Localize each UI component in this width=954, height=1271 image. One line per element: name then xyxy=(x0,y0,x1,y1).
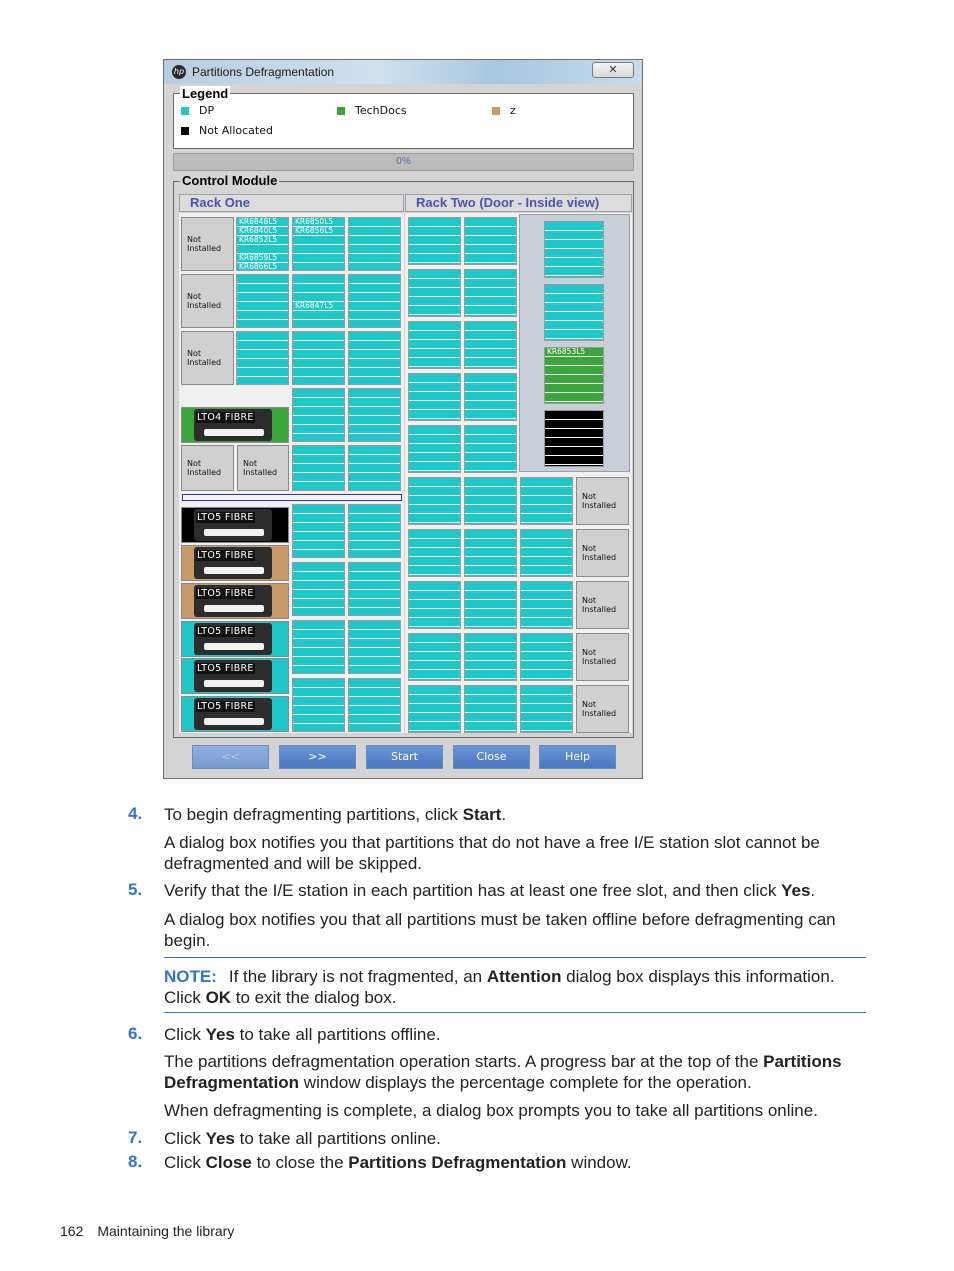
drive-slot xyxy=(204,529,264,536)
magazine xyxy=(520,581,573,629)
magazine xyxy=(520,477,573,525)
techdocs-swatch xyxy=(337,107,345,115)
magazine xyxy=(408,217,461,265)
text: Click xyxy=(164,1129,206,1148)
title-bar xyxy=(164,60,642,84)
legend-item-not-allocated xyxy=(181,124,273,137)
drive-slot xyxy=(204,680,264,687)
step-number: 5. xyxy=(128,880,143,899)
note-bottom-rule xyxy=(164,1012,866,1013)
page-number: 162 xyxy=(60,1223,84,1239)
legend-label: Not Allocated xyxy=(199,124,273,137)
text: The partitions defragmentation operation starts. A progress bar at the top of the xyxy=(164,1052,764,1071)
bold-text: OK xyxy=(205,988,232,1007)
drive-slot xyxy=(204,429,264,436)
text: to close the xyxy=(251,1153,349,1172)
text: To begin defragmenting partitions, click xyxy=(164,805,463,824)
magazine xyxy=(408,685,461,733)
drive-label: LTO5 FIBRE xyxy=(197,550,254,561)
note-block xyxy=(164,966,864,1008)
rack-one-header: Rack One xyxy=(179,194,404,212)
text: window. xyxy=(566,1153,632,1172)
magazine xyxy=(292,678,345,732)
text: window displays the percentage complete for the operation. xyxy=(299,1073,752,1092)
text: . xyxy=(501,805,507,824)
slot-label: KR6848L5 xyxy=(239,218,278,225)
bold-text: Yes xyxy=(205,1025,235,1044)
tape-drive[interactable] xyxy=(181,658,289,694)
control-module-title: Control Module xyxy=(182,173,278,188)
hp-logo-icon: hp xyxy=(172,65,186,79)
bold-text: Yes xyxy=(205,1129,235,1148)
step-5-text xyxy=(164,880,864,901)
section-title: Maintaining the library xyxy=(97,1223,235,1239)
step-number: 6. xyxy=(128,1024,143,1043)
magazine xyxy=(520,633,573,681)
z-swatch xyxy=(492,107,500,115)
slot-label: KR6856L5 xyxy=(295,227,334,234)
tape-drive[interactable] xyxy=(181,507,289,543)
drive-slot xyxy=(204,605,264,612)
magazine xyxy=(348,504,401,558)
not-installed-slot: Not Installed xyxy=(181,274,234,328)
magazine xyxy=(408,373,461,421)
magazine xyxy=(236,274,289,328)
legend-item-dp xyxy=(181,104,214,117)
close-button[interactable]: Close xyxy=(453,745,530,769)
bold-text: Start xyxy=(462,805,502,824)
next-button[interactable]: >> xyxy=(279,745,356,769)
magazine xyxy=(464,633,517,681)
drive-label: LTO5 FIBRE xyxy=(197,663,254,674)
slot-label: KR6866L5 xyxy=(239,263,278,270)
legend-panel xyxy=(173,86,634,149)
drive-slot xyxy=(204,643,264,650)
tape-drive[interactable] xyxy=(181,407,289,443)
step-7-text xyxy=(164,1128,864,1149)
text: Click xyxy=(164,1153,206,1172)
help-button[interactable]: Help xyxy=(539,745,616,769)
magazine xyxy=(292,388,345,442)
magazine xyxy=(464,425,517,473)
tape-drive[interactable] xyxy=(181,545,289,581)
drive-label: LTO5 FIBRE xyxy=(197,588,254,599)
text: Verify that the I/E station in each partition has at least one free slot, and then click xyxy=(164,881,782,900)
close-window-button[interactable]: ✕ xyxy=(592,62,634,78)
tape-drive[interactable] xyxy=(181,621,289,657)
magazine xyxy=(292,331,345,385)
bold-text: Close xyxy=(205,1153,252,1172)
step-8-text xyxy=(164,1152,864,1173)
bold-text: Yes xyxy=(781,881,811,900)
magazine xyxy=(408,581,461,629)
slot-label: KR6853L5 xyxy=(547,348,586,355)
step-6-paragraph-a xyxy=(164,1051,864,1093)
not-installed-slot: Not Installed xyxy=(576,477,629,525)
page-footer xyxy=(60,1223,234,1239)
not-installed-slot: Not Installed xyxy=(181,331,234,385)
step-4-paragraph: A dialog box notifies you that partitions that do not have a free I/E station slot cannot be defragmented and will be skipped. xyxy=(164,833,820,873)
step-number: 7. xyxy=(128,1128,143,1147)
step-number: 8. xyxy=(128,1152,143,1171)
legend-label: TechDocs xyxy=(355,104,407,117)
slot-label xyxy=(293,275,344,282)
magazine xyxy=(408,269,461,317)
text: to take all partitions online. xyxy=(234,1129,441,1148)
text: to exit the dialog box. xyxy=(231,988,397,1007)
slot-label: KR6852L5 xyxy=(239,236,278,243)
drive-label: LTO4 FIBRE xyxy=(197,412,254,423)
text: If the library is not fragmented, an xyxy=(228,967,487,986)
magazine xyxy=(348,620,401,674)
dp-swatch xyxy=(181,107,189,115)
bold-text: Attention xyxy=(486,967,562,986)
text: dialog box displays this information. Click xyxy=(164,967,835,1007)
slot-label: KR6850L5 xyxy=(295,218,334,225)
door-magazine xyxy=(544,221,604,278)
magazine xyxy=(348,562,401,616)
step-6-text xyxy=(164,1024,864,1045)
legend-label: DP xyxy=(199,104,215,117)
magazine xyxy=(348,678,401,732)
start-button[interactable]: Start xyxy=(366,745,443,769)
magazine-with-labels xyxy=(236,217,289,271)
note-label: NOTE: xyxy=(164,967,217,986)
legend-title: Legend xyxy=(182,86,229,101)
magazine xyxy=(464,529,517,577)
not-installed-slot: Not Installed xyxy=(576,529,629,577)
previous-button[interactable]: << xyxy=(192,745,269,769)
not-installed-slot: Not Installed xyxy=(181,445,234,491)
not-installed-slot: Not Installed xyxy=(237,445,289,491)
not-installed-slot: Not Installed xyxy=(181,217,234,271)
magazine-with-labels xyxy=(292,274,345,328)
legend-item-z xyxy=(492,104,516,117)
legend-label: z xyxy=(510,104,516,117)
drive-slot xyxy=(204,567,264,574)
window-title: Partitions Defragmentation xyxy=(192,65,335,79)
magazine xyxy=(292,445,345,491)
magazine xyxy=(464,685,517,733)
magazine xyxy=(464,477,517,525)
door-magazine-not-allocated xyxy=(544,410,604,467)
io-station-bar xyxy=(182,494,402,501)
note-top-rule xyxy=(164,957,866,958)
text: to take all partitions offline. xyxy=(234,1025,441,1044)
bold-text: Partitions Defragmentation xyxy=(164,1052,842,1092)
magazine xyxy=(348,331,401,385)
magazine xyxy=(292,504,345,558)
tape-drive[interactable] xyxy=(181,583,289,619)
slot-label xyxy=(237,245,288,252)
magazine xyxy=(464,373,517,421)
slot-label xyxy=(293,284,344,291)
magazine xyxy=(464,581,517,629)
door-magazine-techdocs xyxy=(544,347,604,404)
magazine xyxy=(520,685,573,733)
tape-drive[interactable] xyxy=(181,696,289,732)
magazine xyxy=(348,217,401,271)
magazine xyxy=(348,445,401,491)
drive-slot xyxy=(204,718,264,725)
not-allocated-swatch xyxy=(181,127,189,135)
not-installed-slot: Not Installed xyxy=(576,685,629,733)
magazine xyxy=(292,562,345,616)
magazine xyxy=(408,529,461,577)
magazine xyxy=(520,529,573,577)
magazine xyxy=(408,425,461,473)
door-magazine xyxy=(544,284,604,341)
text: Click xyxy=(164,1025,206,1044)
progress-bar xyxy=(173,153,634,171)
magazine xyxy=(292,620,345,674)
slot-label: KR6859L5 xyxy=(239,254,278,261)
slot-label: KR6847L5 xyxy=(295,302,334,309)
slot-label xyxy=(293,293,344,300)
magazine xyxy=(408,321,461,369)
not-installed-slot: Not Installed xyxy=(576,581,629,629)
step-6-paragraph-b: When defragmenting is complete, a dialog box prompts you to take all partitions online. xyxy=(164,1101,818,1120)
legend-item-techdocs xyxy=(337,104,407,117)
magazine xyxy=(464,217,517,265)
step-number: 4. xyxy=(128,804,143,823)
magazine xyxy=(464,269,517,317)
not-installed-slot: Not Installed xyxy=(576,633,629,681)
magazine-with-labels xyxy=(292,217,345,271)
drive-label: LTO5 FIBRE xyxy=(197,701,254,712)
magazine xyxy=(236,331,289,385)
progress-text: 0% xyxy=(396,156,411,167)
step-5-paragraph: A dialog box notifies you that all partitions must be taken offline before defragmenting can begin. xyxy=(164,910,836,950)
bold-text: Partitions Defragmentation xyxy=(348,1153,567,1172)
magazine xyxy=(408,633,461,681)
magazine xyxy=(348,274,401,328)
magazine xyxy=(348,388,401,442)
magazine xyxy=(464,321,517,369)
drive-label: LTO5 FIBRE xyxy=(197,512,254,523)
magazine xyxy=(408,477,461,525)
drive-label: LTO5 FIBRE xyxy=(197,626,254,637)
text: . xyxy=(810,881,816,900)
partitions-defragmentation-window xyxy=(163,59,643,779)
rack-two-header: Rack Two (Door - Inside view) xyxy=(405,194,632,212)
step-4-text xyxy=(164,804,864,825)
slot-label: KR6840L5 xyxy=(239,227,278,234)
